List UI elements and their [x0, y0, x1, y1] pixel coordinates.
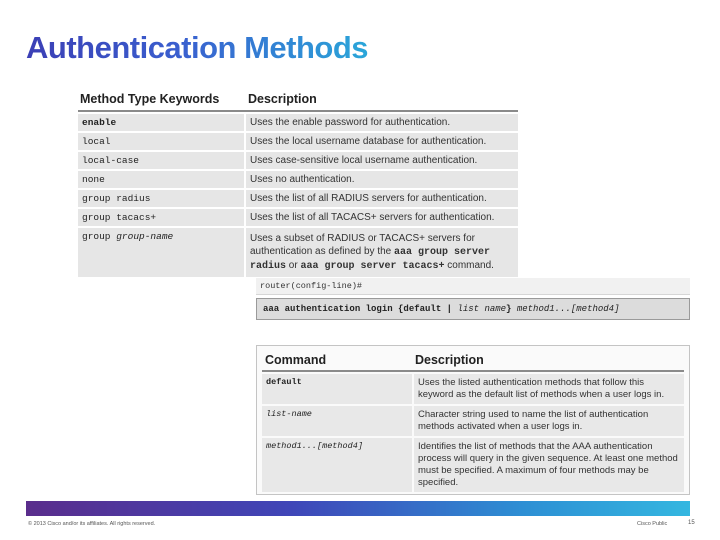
keyword-cell: local-case: [78, 152, 244, 169]
keyword-prefix: group: [82, 231, 117, 242]
description-line: Uses a subset of RADIUS or TACACS+ servers for: [250, 233, 475, 244]
table-row: [78, 228, 518, 277]
cli-command-base: aaa authentication login {default |: [263, 304, 458, 314]
table-row: [78, 133, 518, 150]
description-cell: Uses the enable password for authentication.: [246, 114, 518, 131]
cli-command-methods: method1...[method4]: [516, 304, 620, 314]
description-text: authentication as defined by the: [250, 246, 394, 257]
cli-command-list-name: list name: [457, 304, 507, 314]
cli-command-mid: }: [506, 304, 517, 314]
table-row: [78, 152, 518, 169]
table-row: [78, 190, 518, 207]
page-number: 15: [688, 520, 695, 526]
table-row: [262, 374, 684, 404]
description-cell: Uses the list of all RADIUS servers for authentication.: [246, 190, 518, 207]
description-code: aaa group server tacacs+: [300, 261, 445, 272]
command-description-table: [256, 345, 690, 495]
table-header: [262, 350, 684, 372]
description-text: or: [286, 260, 301, 271]
cli-command: [256, 298, 690, 320]
slide-title: Authentication Methods: [26, 30, 369, 65]
description-cell: Uses case-sensitive local username authentication.: [246, 152, 518, 169]
command-cell: method1...[method4]: [262, 438, 412, 492]
description-cell: Uses the list of all TACACS+ servers for authentication.: [246, 209, 518, 226]
keyword-cell: group radius: [78, 190, 244, 207]
keyword-cell: none: [78, 171, 244, 188]
footer-copyright: © 2013 Cisco and/or its affiliates. All rights reserved.: [28, 521, 156, 527]
description-code: aaa group server: [394, 247, 491, 258]
table-row: [262, 406, 684, 436]
description-code: radius: [250, 261, 287, 272]
header-description: Description: [248, 92, 317, 106]
footer-gradient-bar: [26, 501, 690, 516]
description-cell: Uses the local username database for authentication.: [246, 133, 518, 150]
description-text: command.: [444, 260, 494, 271]
header-command: Command: [265, 353, 327, 367]
description-cell: Identifies the list of methods that the AAA authentication process will query in the given sequence. At least one method must be specified. A maximum of four methods may be specified.: [414, 438, 684, 492]
keyword-argument: group-name: [116, 231, 174, 242]
table-header: [78, 88, 518, 112]
description-cell: Uses the listed authentication methods that follow this keyword as the default list of methods when a user logs in.: [414, 374, 684, 404]
cli-syntax-box: [256, 278, 690, 320]
keyword-cell: group tacacs+: [78, 209, 244, 226]
command-cell: list-name: [262, 406, 412, 436]
table-row: [262, 438, 684, 492]
header-method-type-keywords: Method Type Keywords: [80, 92, 220, 106]
description-cell: Uses no authentication.: [246, 171, 518, 188]
table-row: [78, 114, 518, 131]
description-line: [250, 259, 514, 273]
footer-company: Cisco Public: [637, 521, 668, 527]
method-keywords-table: [78, 88, 518, 277]
table-row: [78, 171, 518, 188]
keyword-cell: enable: [78, 114, 244, 131]
table-row: [78, 209, 518, 226]
header-description: Description: [415, 353, 484, 367]
description-cell: [246, 228, 518, 277]
keyword-cell: local: [78, 133, 244, 150]
description-line: [250, 245, 514, 259]
command-cell: default: [262, 374, 412, 404]
description-cell: Character string used to name the list of authentication methods activated when a user logs in.: [414, 406, 684, 436]
keyword-cell: [78, 228, 244, 277]
cli-prompt: router(config-line)#: [256, 278, 690, 295]
